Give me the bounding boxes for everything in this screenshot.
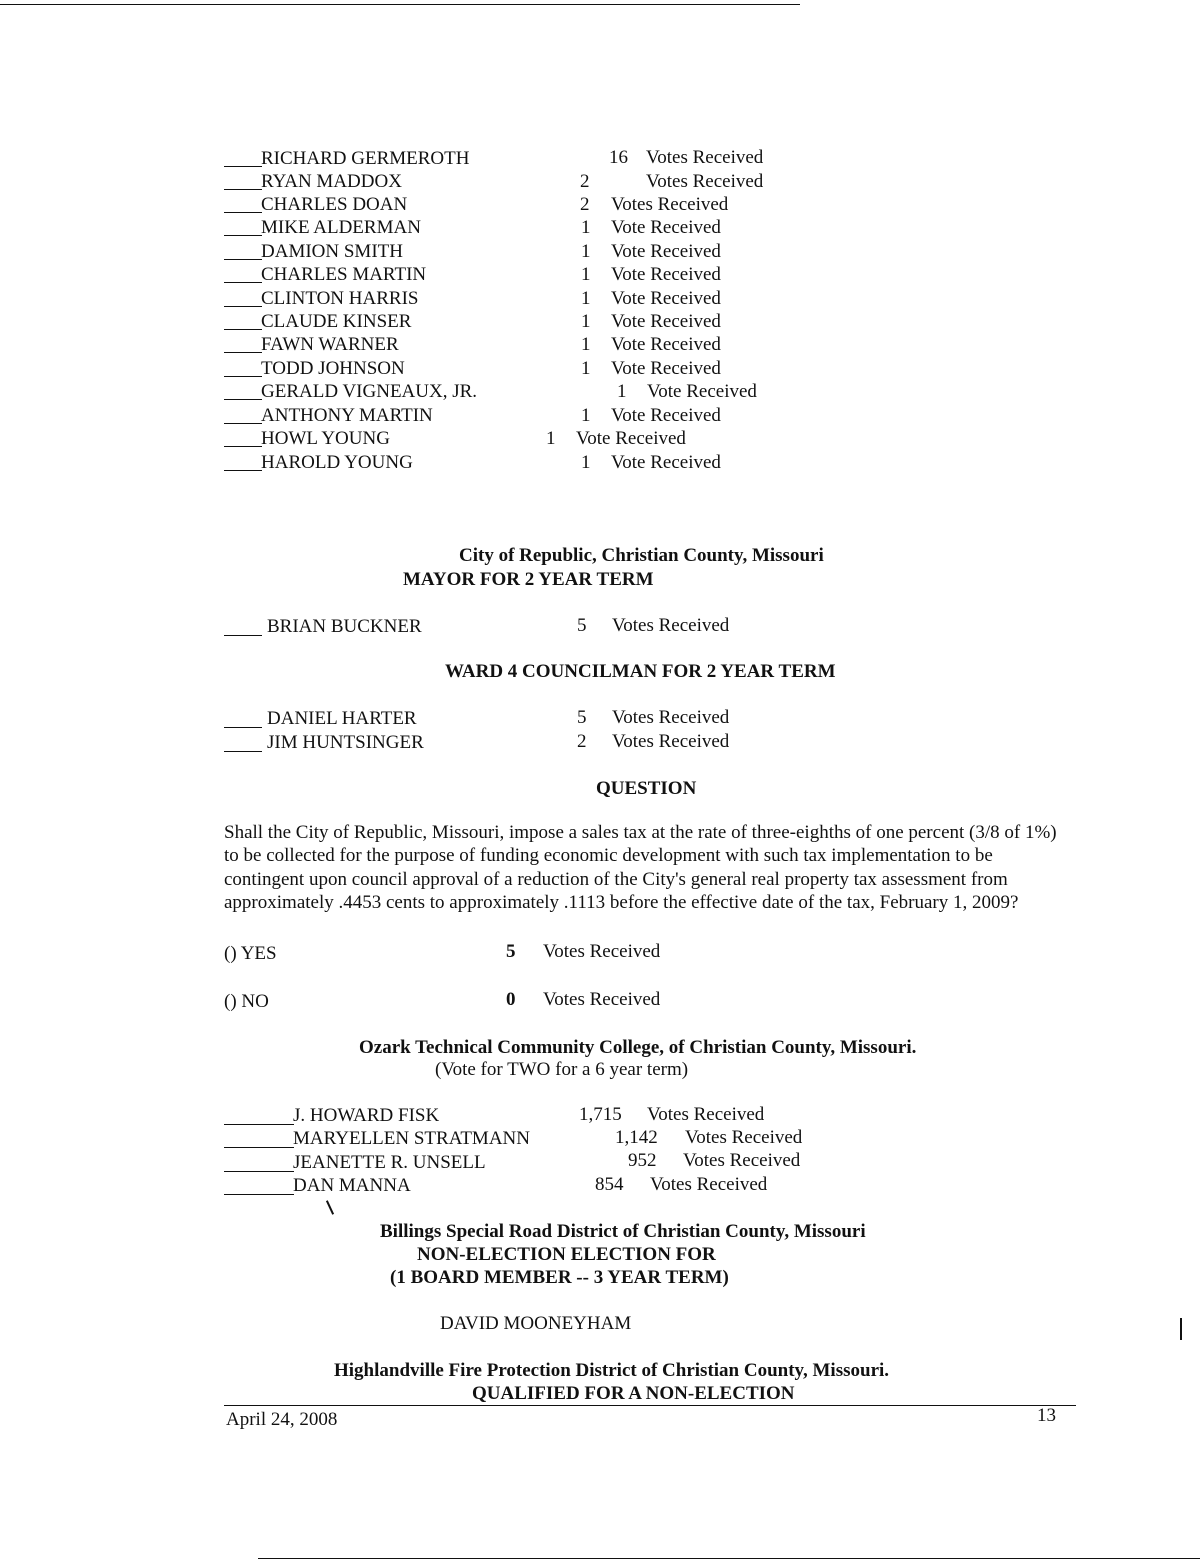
vote-count: 16 [609,147,628,168]
question-heading: QUESTION [596,778,697,799]
candidate-name: CHARLES DOAN [261,194,408,215]
candidate-name: CLAUDE KINSER [261,311,412,332]
candidate-name: RICHARD GERMEROTH [261,148,470,169]
vote-blank [224,376,262,377]
vote-blank [224,1171,294,1172]
section-heading: Ozark Technical Community College, of Christian County, Missouri. [359,1037,917,1058]
vote-blank [224,423,262,424]
vote-blank [224,399,262,400]
candidate-name: J. HOWARD FISK [293,1105,440,1126]
vote-label: Vote Received [611,264,721,285]
vote-count: 1 [581,405,591,426]
vote-count: 1 [581,334,591,355]
vote-blank [224,166,262,167]
vote-label: Vote Received [611,452,721,473]
vote-blank [224,259,262,260]
no-option: () NO [224,991,269,1012]
vote-blank [224,282,262,283]
ward-heading: WARD 4 COUNCILMAN FOR 2 YEAR TERM [445,661,836,682]
section-heading: City of Republic, Christian County, Missouri [459,545,824,566]
section-line: (1 BOARD MEMBER -- 3 YEAR TERM) [390,1267,729,1288]
vote-label: Votes Received [611,194,729,215]
candidate-name: GERALD VIGNEAUX, JR. [261,381,478,402]
vote-count: 1 [581,358,591,379]
vote-label: Vote Received [611,288,721,309]
vote-count: 5 [577,615,587,636]
candidate-name: DAN MANNA [293,1175,411,1196]
section-subheading: (Vote for TWO for a 6 year term) [435,1059,689,1080]
vote-count: 1 [581,288,591,309]
vote-blank [224,1124,294,1125]
candidate-name: FAWN WARNER [261,334,399,355]
vote-label: Votes Received [685,1127,803,1148]
vote-count: 2 [580,171,590,192]
vote-label: Votes Received [646,171,764,192]
vote-label: Votes Received [647,1104,765,1125]
candidate-name: CLINTON HARRIS [261,288,419,309]
candidate-name: RYAN MADDOX [261,171,402,192]
vote-blank [224,1194,294,1195]
section-heading: Billings Special Road District of Christian County, Missouri [380,1221,866,1242]
no-votes-label: Votes Received [543,989,661,1010]
vote-blank [224,1147,294,1148]
candidate-name: ANTHONY MARTIN [261,405,433,426]
vote-count: 1 [617,381,627,402]
section-line: QUALIFIED FOR A NON-ELECTION [472,1383,795,1404]
candidate-name: MARYELLEN STRATMANN [293,1128,530,1149]
section-line: NON-ELECTION ELECTION FOR [417,1244,716,1265]
bottom-border-line [258,1558,1200,1559]
vote-blank [224,189,262,190]
candidate-name: BRIAN BUCKNER [267,616,422,637]
candidate-name: CHARLES MARTIN [261,264,427,285]
vote-count: 1 [581,311,591,332]
vote-blank [224,235,262,236]
vote-blank [224,306,262,307]
vote-label: Vote Received [611,405,721,426]
vote-count: 1,715 [579,1104,622,1125]
candidate-name: DAMION SMITH [261,241,403,262]
question-text: Shall the City of Republic, Missouri, impose a sales tax at the rate of three-eighths of one percent (3/8 of 1%) to be collected for the purpose of funding economic development with such tax implementation to be contingent upon council approval of a reduction of the City's general real property tax assessment from approximately .4453 cents to approximately .1113 before the effective date of the tax, February 1, 2009? [224,822,1057,913]
vote-blank [224,727,262,728]
vote-label: Vote Received [611,311,721,332]
top-border-line [0,4,800,5]
no-count: 0 [506,989,516,1010]
footer-rule [224,1405,1076,1406]
vote-label: Vote Received [647,381,757,402]
vote-label: Votes Received [612,707,730,728]
candidate-name: TODD JOHNSON [261,358,405,379]
vote-label: Vote Received [611,358,721,379]
board-member-name: DAVID MOONEYHAM [440,1313,632,1334]
vote-blank [224,212,262,213]
candidate-name: HAROLD YOUNG [261,452,413,473]
vote-label: Votes Received [646,147,764,168]
vote-blank [224,751,262,752]
scan-mark [326,1200,334,1214]
vote-blank [224,352,262,353]
candidate-name: HOWL YOUNG [261,428,390,449]
yes-votes-label: Votes Received [543,941,661,962]
yes-option: () YES [224,943,277,964]
vote-blank [224,470,262,471]
vote-blank [224,329,262,330]
scan-mark [1180,1318,1182,1340]
mayor-heading: MAYOR FOR 2 YEAR TERM [403,569,654,590]
vote-label: Vote Received [576,428,686,449]
vote-blank [224,446,262,447]
vote-label: Vote Received [611,241,721,262]
vote-label: Votes Received [612,731,730,752]
vote-count: 952 [628,1150,657,1171]
candidate-name: DANIEL HARTER [267,708,417,729]
vote-count: 1 [581,241,591,262]
vote-count: 1 [581,264,591,285]
vote-label: Votes Received [650,1174,768,1195]
vote-count: 5 [577,707,587,728]
vote-count: 2 [577,731,587,752]
candidate-name: MIKE ALDERMAN [261,217,421,238]
vote-label: Vote Received [611,334,721,355]
vote-label: Votes Received [683,1150,801,1171]
vote-count: 854 [595,1174,624,1195]
vote-label: Vote Received [611,217,721,238]
vote-label: Votes Received [612,615,730,636]
vote-count: 1,142 [615,1127,658,1148]
vote-count: 1 [581,452,591,473]
vote-count: 1 [546,428,556,449]
vote-blank [224,635,262,636]
yes-count: 5 [506,941,516,962]
candidate-name: JIM HUNTSINGER [267,732,424,753]
vote-count: 1 [581,217,591,238]
section-heading: Highlandville Fire Protection District of Christian County, Missouri. [334,1360,890,1381]
vote-count: 2 [580,194,590,215]
footer-date: April 24, 2008 [226,1409,338,1430]
page-number: 13 [1037,1405,1056,1426]
candidate-name: JEANETTE R. UNSELL [293,1152,486,1173]
